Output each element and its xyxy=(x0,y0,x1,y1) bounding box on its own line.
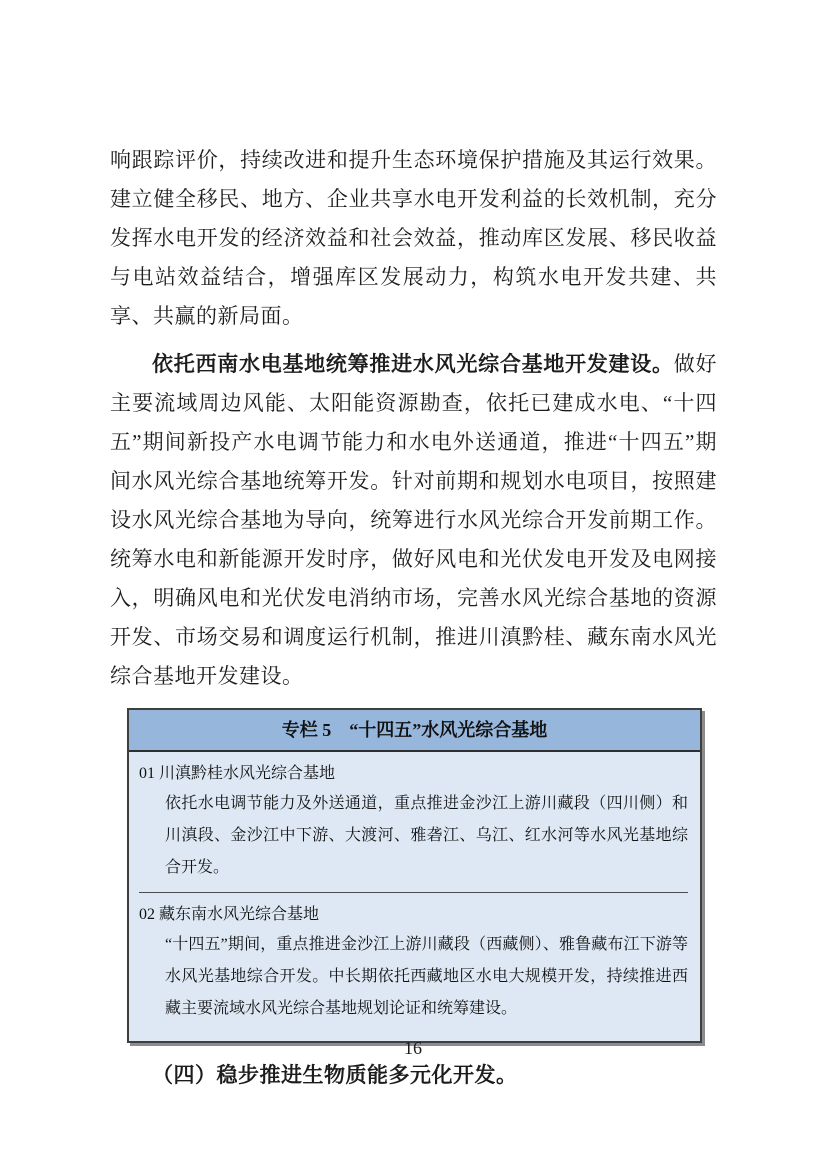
page-content xyxy=(110,141,717,1089)
paragraph-2-lead-sentence: 依托西南水电基地统筹推进水风光综合基地开发建设。 xyxy=(152,352,674,376)
box-section-1-title: 01 川滇黔桂水风光综合基地 xyxy=(139,765,336,782)
paragraph-2-body: 做好主要流域周边风能、太阳能资源勘查，依托已建成水电、“十四五”期间新投产水电调节能力和水电外送通道，推进“十四五”期间水风光综合基地统筹开发。针对前期和规划水电项目，按照建设水风光综合基地为导向，统筹进行水风光综合开发前期工作。统筹水电和新能源开发时序，做好风电和光伏发电开发及电网接入，明确风电和光伏发电消纳市场，完善水风光综合基地的资源开发、市场交易和调度运行机制，推进川滇黔桂、藏东南水风光综合基地开发建设。 xyxy=(110,352,718,688)
box-section-2 xyxy=(139,892,688,1031)
box-section-2-title: 02 藏东南水风光综合基地 xyxy=(139,906,320,923)
box-section-1-text: 依托水电调节能力及外送通道，重点推进金沙江上游川藏段（四川侧）和川滇段、金沙江中下游、大渡河、雅砻江、乌江、红水河等水风光基地综合开发。 xyxy=(165,795,688,876)
box-section-1 xyxy=(139,758,688,890)
paragraph-2 xyxy=(110,345,717,696)
column-box-5 xyxy=(127,708,702,1043)
page-number: 16 xyxy=(404,1038,422,1058)
box-section-2-text: “十四五”期间，重点推进金沙江上游川藏段（西藏侧）、雅鲁藏布江下游等水风光基地综合开发。中长期依托西藏地区水电大规模开发，持续推进西藏主要流域水风光综合基地规划论证和统筹建设。 xyxy=(165,936,688,1017)
section-heading-4: （四）稳步推进生物质能多元化开发。 xyxy=(152,1063,518,1087)
column-box-title: 专栏 5 “十四五”水风光综合基地 xyxy=(129,710,700,752)
paragraph-continuation: 响跟踪评价，持续改进和提升生态环境保护措施及其运行效果。建立健全移民、地方、企业共享水电开发利益的长效机制，充分发挥水电开发的经济效益和社会效益，推动库区发展、移民收益与电站效益结合，增强库区发展动力，构筑水电开发共建、共享、共赢的新局面。 xyxy=(110,148,717,328)
column-box-body xyxy=(129,752,700,1041)
